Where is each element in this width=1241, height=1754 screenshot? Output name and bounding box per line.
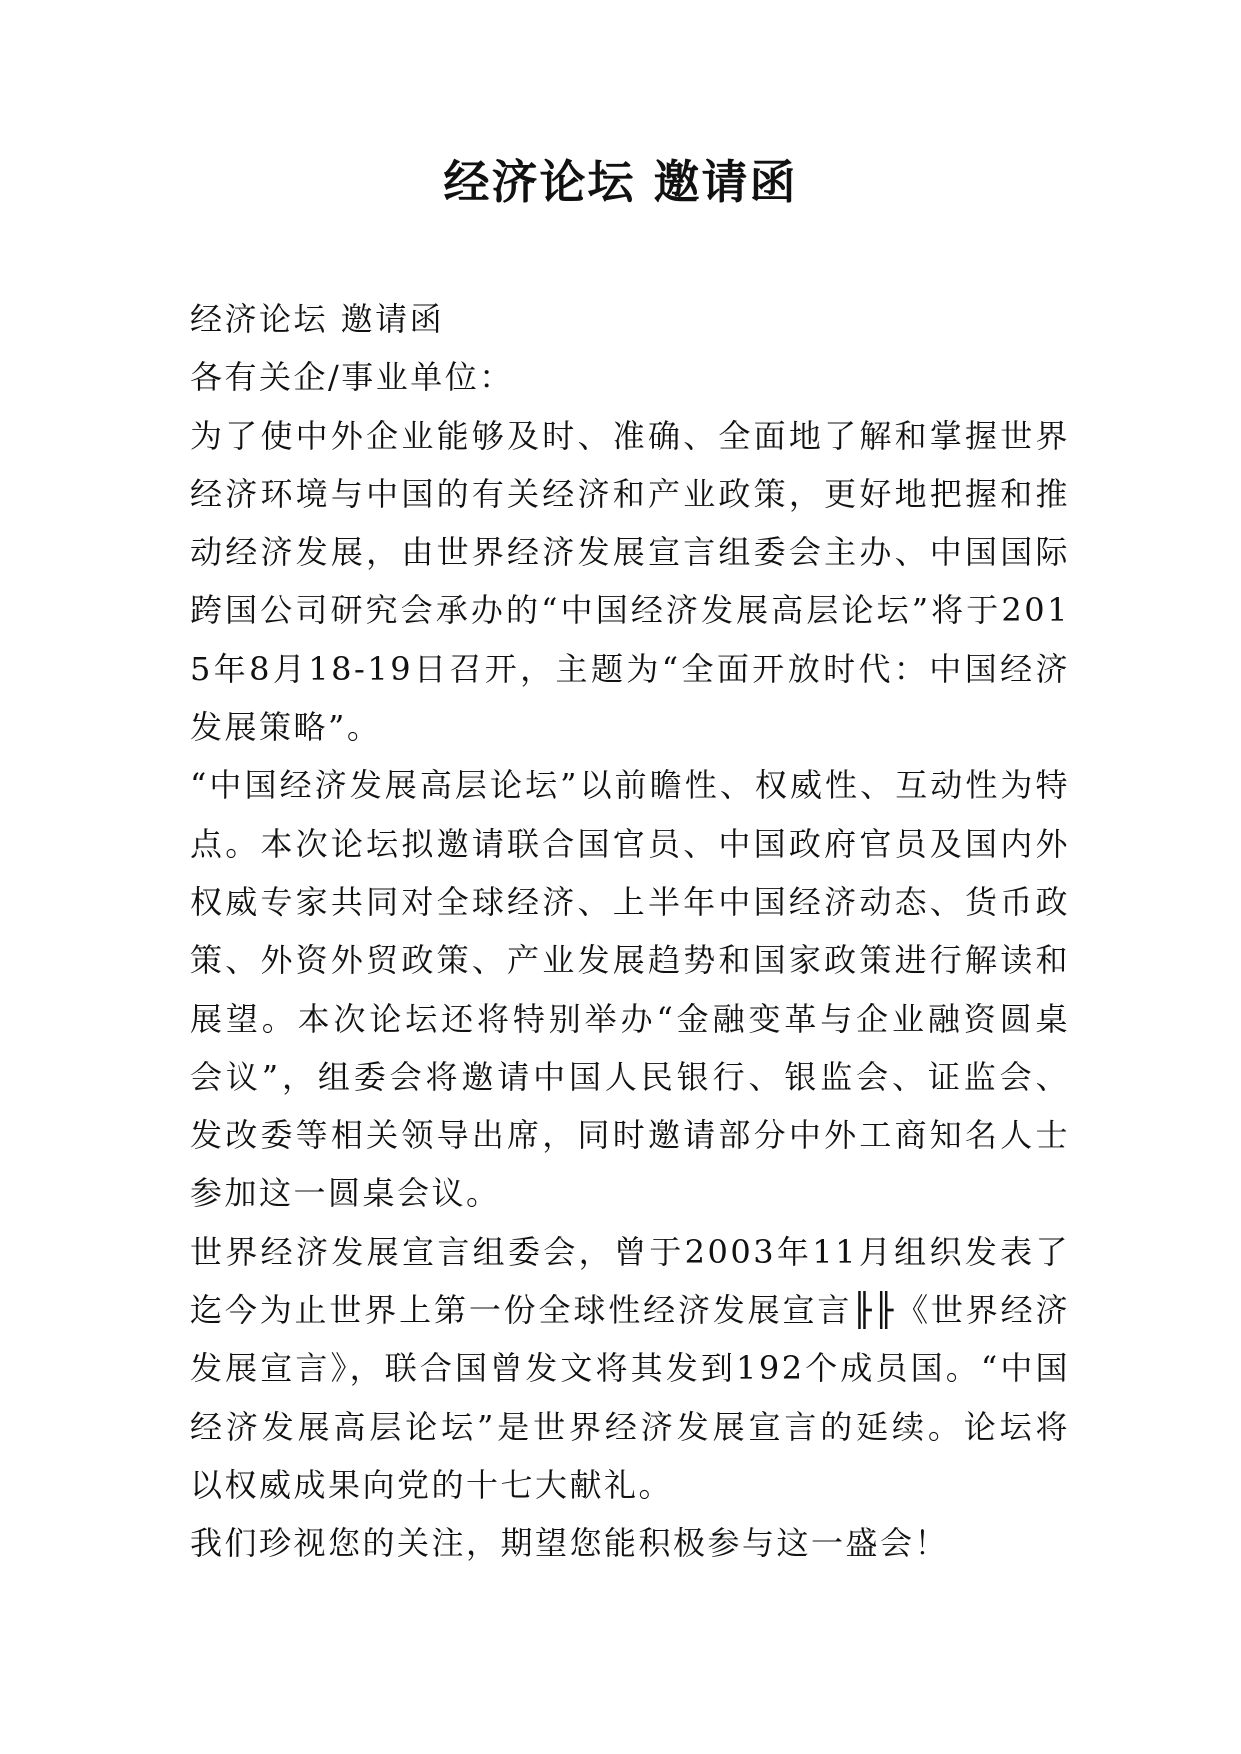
document-body — [190, 290, 1070, 1573]
paragraph-intro: 为了使中外企业能够及时、准确、全面地了解和掌握世界经济环境与中国的有关经济和产业政策，更好地把握和推动经济发展，由世界经济发展宣言组委会主办、中国国际跨国公司研究会承办的“中国经济发展高层论坛”将于2015年8月18-19日召开，主题为“全面开放时代：中国经济发展策略”。 — [190, 416, 1070, 747]
paragraph-closing: 我们珍视您的关注，期望您能积极参与这一盛会！ — [190, 1524, 950, 1563]
paragraph-committee-history: 世界经济发展宣言组委会，曾于2003年11月组织发表了迄今为止世界上第一份全球性经济发展宣言╟╟《世界经济发展宣言》，联合国曾发文将其发到192个成员国。“中国经济发展高层论坛”是世界经济发展宣言的延续。论坛将以权威成果向党的十七大献礼。 — [190, 1232, 1070, 1504]
document-title: 经济论坛 邀请函 — [443, 155, 798, 209]
subtitle-line: 经济论坛 邀请函 — [190, 300, 445, 338]
salutation: 各有关企/事业单位： — [190, 358, 514, 397]
paragraph-forum-details: “中国经济发展高层论坛”以前瞻性、权威性、互动性为特点。本次论坛拟邀请联合国官员、中国政府官员及国内外权威专家共同对全球经济、上半年中国经济动态、货币政策、外资外贸政策、产业发展趋势和国家政策进行解读和展望。本次论坛还将特别举办“金融变革与企业融资圆桌会议”，组委会将邀请中国人民银行、银监会、证监会、发改委等相关领导出席，同时邀请部分中外工商知名人士参加这一圆桌会议。 — [190, 766, 1070, 1213]
